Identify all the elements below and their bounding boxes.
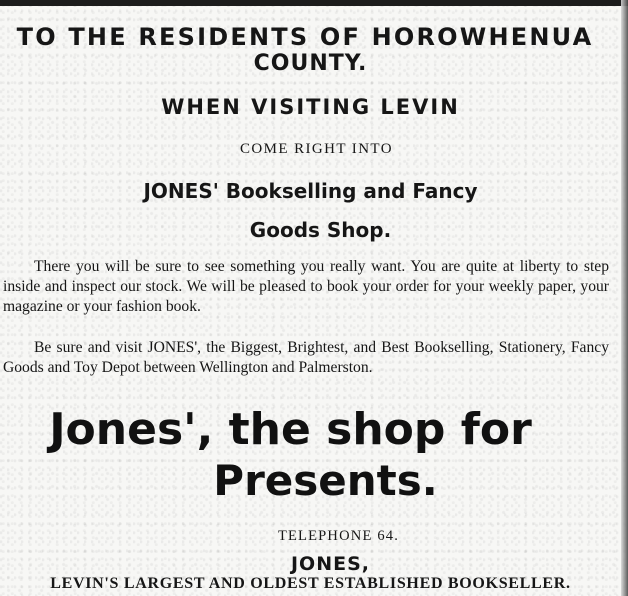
business-tagline: LEVIN'S LARGEST AND OLDEST ESTABLISHED BOOKSELLER. [50,575,571,592]
audience-heading-line-1: TO THE RESIDENTS OF HOROWHENUA [16,23,594,51]
right-edge-border [621,0,628,596]
body-paragraph-1: There you will be sure to see something you really want. You are quite at liberty to step inside and inspect our stock. We will be pleased to book your order for your weekly paper, your magazine or your fashion book. [3,258,609,315]
top-border-rule [0,0,628,6]
visiting-heading: WHEN VISITING LEVIN [161,95,460,119]
shop-name-line-2: Goods Shop. [249,218,392,242]
shop-name-line-1: JONES' Bookselling and Fancy [143,179,478,203]
invitation-line: COME RIGHT INTO [240,141,393,157]
telephone-number: TELEPHONE 64. [277,528,400,544]
signature-name: JONES, [290,553,370,575]
body-paragraph-2: Be sure and visit JONES', the Biggest, Brightest, and Best Bookselling, Stationery, Fancy Goods and Toy Depot between Wellington and Palmerston. [3,339,609,376]
slogan-line-2: Presents. [213,456,438,505]
slogan-line-1: Jones', the shop for [49,404,532,455]
audience-heading-line-2: COUNTY. [253,51,368,76]
